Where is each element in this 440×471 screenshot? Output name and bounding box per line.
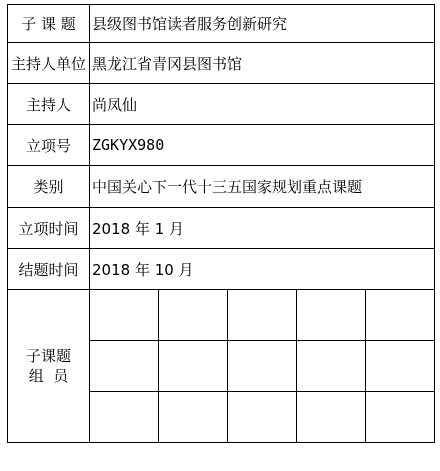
members-grid-row [90, 392, 434, 443]
value-category: 中国关心下一代十三五国家规划重点课题 [90, 166, 435, 208]
member-cell [228, 392, 297, 443]
member-cell [159, 392, 228, 443]
member-cell [365, 341, 434, 392]
member-cell [90, 341, 159, 392]
label-host-unit: 主持人单位 [8, 43, 90, 84]
value-project-number: ZGKYX980 [90, 125, 435, 166]
member-cell [296, 392, 365, 443]
members-grid-row [90, 341, 434, 392]
label-project-number: 立项号 [8, 125, 90, 166]
member-cell [159, 341, 228, 392]
member-cell [228, 341, 297, 392]
label-start-date: 立项时间 [8, 208, 90, 249]
members-grid [90, 290, 434, 442]
member-cell [228, 290, 297, 341]
member-cell [296, 290, 365, 341]
row-host [8, 84, 435, 125]
label-host: 主持人 [8, 84, 90, 125]
member-cell [365, 290, 434, 341]
row-end-date [8, 249, 435, 290]
value-host-unit: 黑龙江省青冈县图书馆 [90, 43, 435, 84]
row-host-unit [8, 43, 435, 84]
members-grid-row [90, 290, 434, 341]
value-subproject: 县级图书馆读者服务创新研究 [90, 5, 435, 43]
label-subproject: 子 课 题 [8, 5, 90, 43]
members-grid-cell [90, 290, 435, 443]
label-category: 类别 [8, 166, 90, 208]
row-subproject [8, 5, 435, 43]
member-cell [90, 290, 159, 341]
label-members [8, 290, 90, 443]
member-cell [159, 290, 228, 341]
project-info-table [7, 4, 435, 443]
member-cell [90, 392, 159, 443]
row-category [8, 166, 435, 208]
value-end-date: 2018 年 10 月 [90, 249, 435, 290]
value-start-date: 2018 年 1 月 [90, 208, 435, 249]
row-members [8, 290, 435, 443]
label-members-line1: 子课题 [25, 347, 71, 365]
value-host: 尚凤仙 [90, 84, 435, 125]
label-end-date: 结题时间 [8, 249, 90, 290]
member-cell [365, 392, 434, 443]
row-project-number [8, 125, 435, 166]
label-members-line2: 组 员 [28, 367, 69, 385]
row-start-date [8, 208, 435, 249]
member-cell [296, 341, 365, 392]
